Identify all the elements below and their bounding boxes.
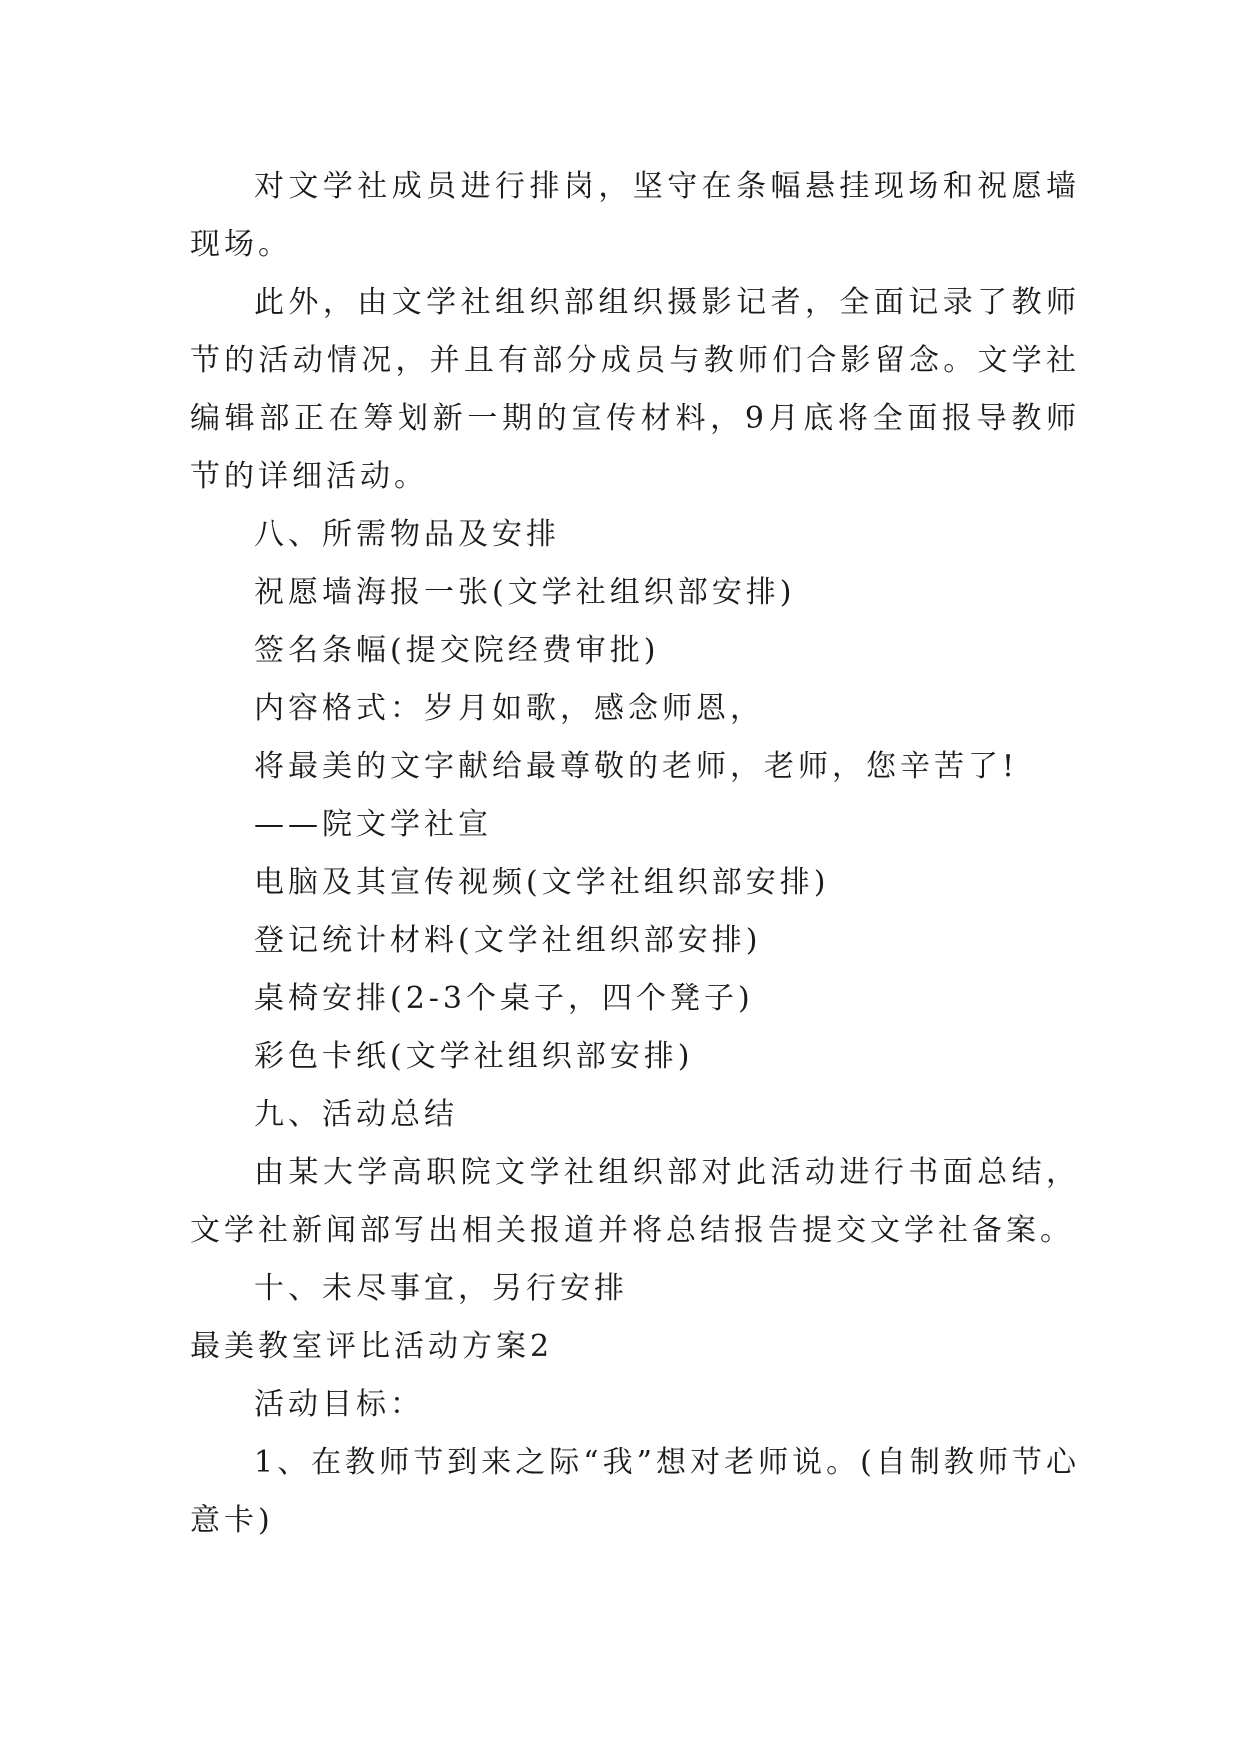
list-item-computer-video: 电脑及其宣传视频(文学社组织部安排) [254, 865, 830, 900]
list-item-dedication-line: 将最美的文字献给最尊敬的老师，老师，您辛苦了! [254, 749, 1019, 784]
section-heading-items: 八、所需物品及安排 [254, 517, 560, 552]
section-heading-goals: 活动目标： [254, 1387, 424, 1422]
list-item-tables-chairs: 桌椅安排(2-3个桌子，四个凳子) [254, 981, 754, 1016]
paragraph-duty-assignment: 对文学社成员进行排岗，坚守在条幅悬挂现场和祝愿墙现场。 [190, 169, 1080, 262]
list-item-registration-materials: 登记统计材料(文学社组织部安排) [254, 923, 762, 958]
list-item-signature-line: ——院文学社宣 [254, 807, 492, 842]
paragraph-photography-record: 此外，由文学社组织部组织摄影记者，全面记录了教师节的活动情况，并且有部分成员与教师们合影留念。文学社编辑部正在筹划新一期的宣传材料，9月底将全面报导教师节的详细活动。 [190, 285, 1080, 494]
list-item-color-cardstock: 彩色卡纸(文学社组织部安排) [254, 1039, 694, 1074]
list-item-wish-wall-poster: 祝愿墙海报一张(文学社组织部安排) [254, 575, 796, 610]
list-item-signature-banner: 签名条幅(提交院经费审批) [254, 633, 660, 668]
section-heading-misc: 十、未尽事宜，另行安排 [254, 1271, 628, 1306]
paragraph-summary: 由某大学高职院文学社组织部对此活动进行书面总结，文学社新闻部写出相关报道并将总结报告提交文学社备案。 [190, 1155, 1080, 1248]
document-title-plan-2: 最美教室评比活动方案2 [190, 1329, 554, 1364]
document-body [190, 158, 1080, 1550]
paragraph-goal-1: 1、在教师节到来之际“我”想对老师说。(自制教师节心意卡) [190, 1445, 1080, 1538]
list-item-content-format: 内容格式：岁月如歌，感念师恩， [254, 691, 764, 726]
section-heading-summary: 九、活动总结 [254, 1097, 458, 1132]
